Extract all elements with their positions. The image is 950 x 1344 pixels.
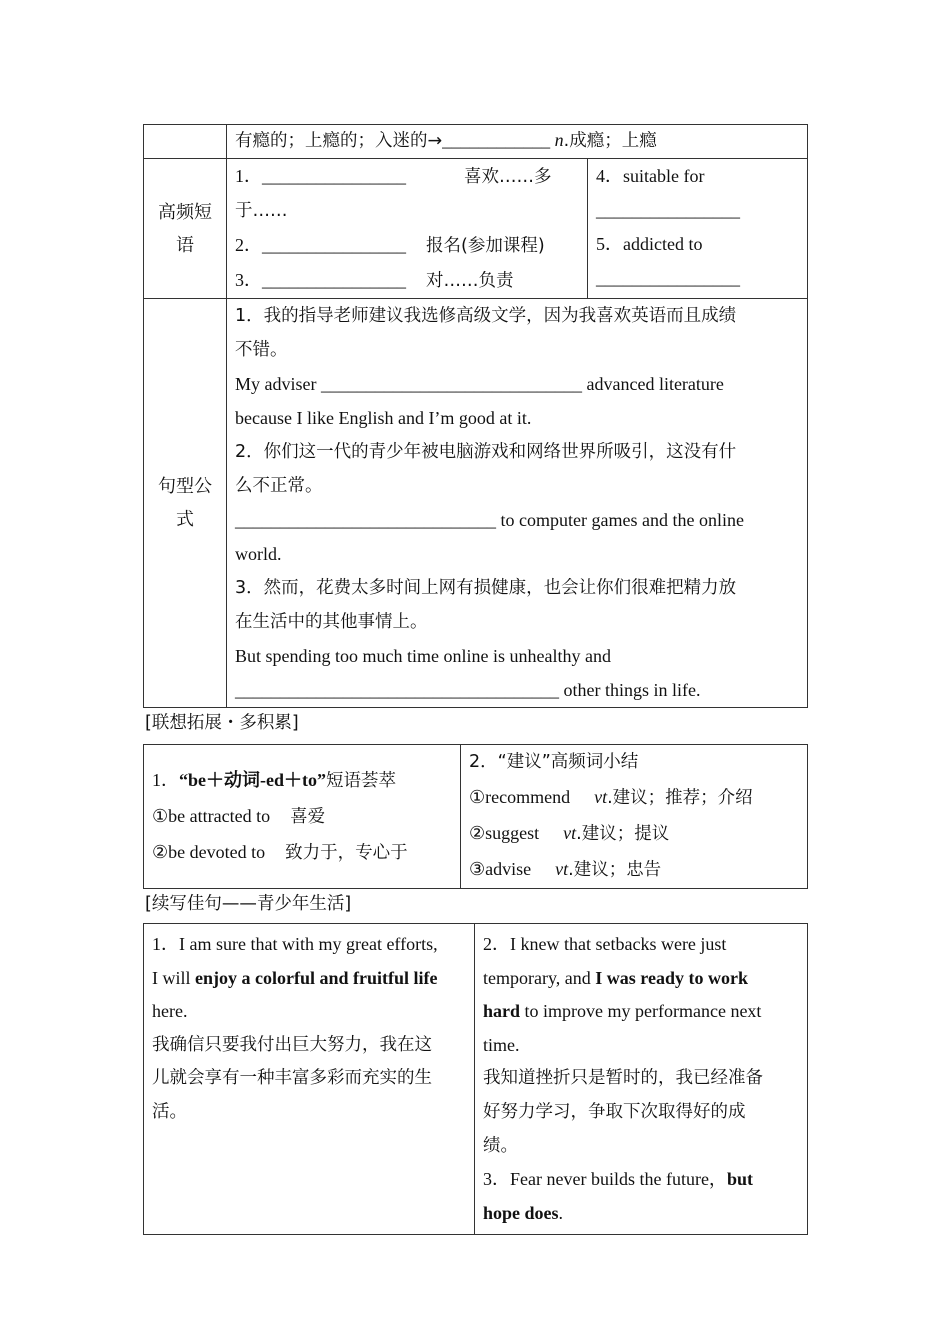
sentences-cell [227,299,808,708]
sentence-3-blank[interactable]: ____________________________________ [235,680,559,700]
writing-right-en-3: hard to improve my performance next [483,1001,762,1022]
sentence-1-en: My adviser _____________________________ advanced literature [235,374,724,394]
expand-left-heading: 1．“be＋动词-ed＋to”短语荟萃 [152,769,396,791]
phrase-item-1-cont: 于…… [235,201,288,221]
expand-right-cell [461,745,808,889]
sentence-3-cn: 3．然而，花费太多时间上网有损健康，也会让你们很难把精力放 [235,578,737,598]
phrases-left-cell [227,159,588,299]
writing-left-en-1: 1．I am sure that with my great efforts, [152,934,438,954]
vocab-row [144,125,808,159]
phrase-blank-2[interactable]: ________________ [262,235,406,255]
worksheet-page [143,124,807,1235]
expand-table [143,744,808,889]
sentence-3-en-cont: ____________________________________ other things in life. [235,680,701,700]
phrase-blank-5[interactable]: ________________ [596,268,740,288]
phrase-item-5: 5．addicted to [596,234,703,254]
writing-left-cn-1: 我确信只要我付出巨大努力，我在这 [152,1034,432,1055]
phrases-label: 高频短语 [144,159,227,299]
sentence-1-cn-cont: 不错。 [235,340,288,360]
phrase-item-1: 1．________________ 喜欢……多 [235,166,552,187]
writing-left-cn-2: 儿就会享有一种丰富多彩而充实的生 [152,1068,432,1089]
expand-right-item-1: ①recommend vt.建议；推荐；介绍 [469,787,753,808]
writing-right-en-6: hope does. [483,1202,564,1223]
writing-table [143,923,808,1235]
vocab-pos: n [554,130,564,150]
expand-left-cell [144,745,461,889]
phrase-blank-1[interactable]: ________________ [262,166,406,186]
sentence-2-en-cont: world. [235,544,282,564]
vocab-cell [227,125,808,159]
sentence-1-blank[interactable]: _____________________________ [320,374,582,394]
sentence-2-en: _____________________________ to computer games and the online [235,510,744,530]
phrases-right-cell [588,159,808,299]
phrase-item-2: 2．________________ 报名(参加课程) [235,235,545,256]
vocab-blank[interactable]: ____________ [442,130,551,150]
phrase-item-4: 4．suitable for [596,166,705,186]
writing-left-en-3: here. [152,1001,188,1022]
sentence-1-en-cont: because I like English and I’m good at it. [235,408,532,428]
sentence-3-en: But spending too much time online is unhealthy and [235,646,611,666]
vocab-text: 有瘾的；上瘾的；入迷的→ [235,131,443,151]
writing-right-en-4: time. [483,1034,520,1055]
writing-left-cell [144,924,475,1235]
phrase-blank-3[interactable]: ________________ [262,270,406,290]
writing-right-en-1: 2．I knew that setbacks were just [483,934,727,954]
vocab-meaning: .成瘾；上瘾 [563,131,657,151]
writing-right-cell [475,924,808,1235]
expand-left-item-2: ②be devoted to 致力于，专心于 [152,841,408,863]
sentence-2-cn: 2．你们这一代的青少年被电脑游戏和网络世界所吸引，这没有什 [235,442,737,462]
writing-right-cn-3: 绩。 [483,1135,518,1156]
writing-left-en-2: I will enjoy a colorful and fruitful life [152,967,438,988]
expand-left-item-1: ①be attracted to 喜爱 [152,805,326,827]
writing-right-cn-1: 我知道挫折只是暂时的，我已经准备 [483,1068,763,1089]
section-expand-title: [联想拓展・多积累] [145,713,299,733]
section-writing-title: [续写佳句——青少年生活] [145,894,352,914]
expand-right-item-3: ③advise vt.建议；忠告 [469,859,662,880]
writing-right-cn-2: 好努力学习，争取下次取得好的成 [483,1101,746,1122]
sentences-row [144,299,808,708]
phrase-blank-4[interactable]: ________________ [596,200,740,220]
writing-right-en-2: temporary, and I was ready to work [483,967,748,988]
sentence-1-cn: 1．我的指导老师建议我选修高级文学，因为我喜欢英语而且成绩 [235,306,737,326]
phrase-item-3: 3．________________ 对……负责 [235,270,514,291]
phrases-row [144,159,808,299]
expand-right-heading: 2．“建议”高频词小结 [469,752,639,772]
sentences-label: 句型公式 [144,299,227,708]
writing-left-cn-3: 活。 [152,1101,187,1122]
expand-right-item-2: ②suggest vt.建议；提议 [469,823,670,844]
sentence-2-cn-cont: 么不正常。 [235,476,323,496]
sentence-3-cn-cont: 在生活中的其他事情上。 [235,612,428,632]
sentence-2-blank[interactable]: _____________________________ [235,510,496,530]
writing-right-en-5: 3．Fear never builds the future，but [483,1169,753,1190]
vocab-label-cell [144,125,227,159]
main-table [143,124,808,708]
